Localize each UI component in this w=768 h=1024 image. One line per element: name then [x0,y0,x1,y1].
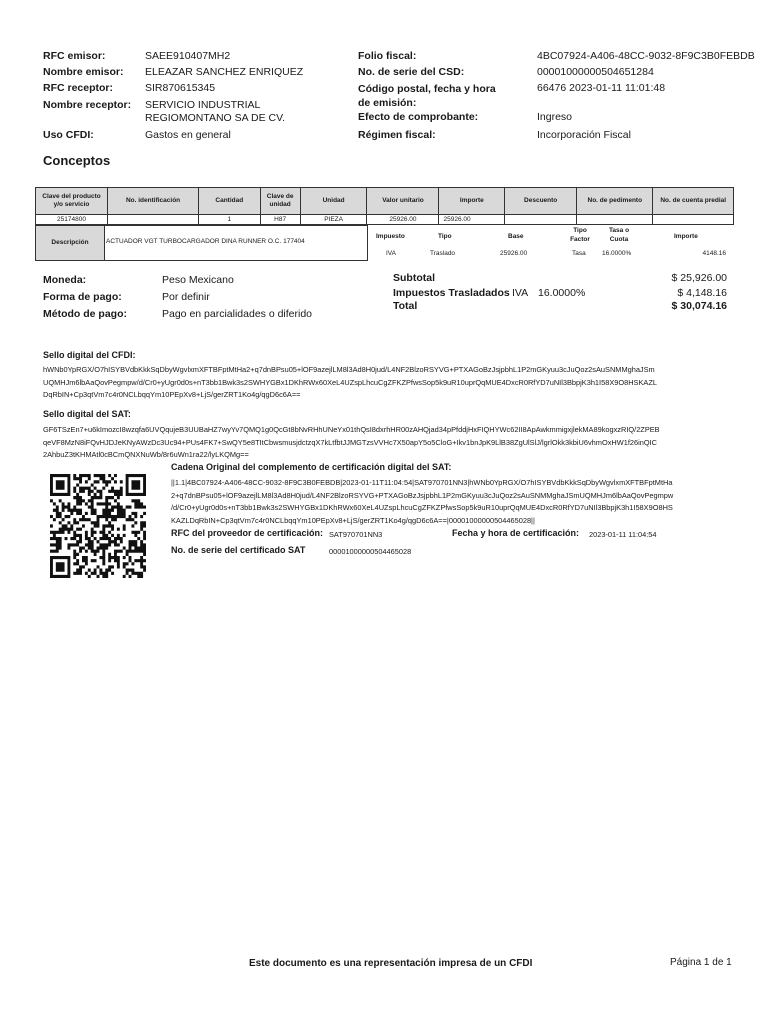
col-no-pedimento: No. de pedimento [577,188,653,215]
uso-cfdi-label: Uso CFDI: [43,129,94,141]
serie-csd-label: No. de serie del CSD: [358,66,465,78]
rfc-receptor-value: SIR870615345 [145,82,216,94]
cell-cantidad: 1 [199,215,260,225]
conceptos-table [35,187,734,225]
tasa-cuota-header: Tasa o Cuota [608,227,630,243]
folio-fiscal-label: Folio fiscal: [358,50,417,62]
total-value: $ 30,074.16 [671,300,727,312]
tasa-cuota-value: 16.0000% [602,250,632,257]
codigo-postal-label: Código postal, fecha y hora de emisión: [358,83,496,109]
cadena-line: 2+q7dnBPsu05+lOF9azejlLM8l3Ad8H0jud/L4NF2BlzoRSYVG+PTXAGoBzJsjpbhL1P2mGKyuu3cJuQoz2sAuSNMMghaJSmUQMHJm6lbAaQovPegmpw [171,490,674,500]
metodo-pago-value: Pago en parcialidades o diferido [162,308,313,320]
impuesto-header: Impuesto [376,233,405,240]
subtotal-label: Subtotal [393,272,435,284]
sello-sat-line: qeVF8MzN8iFQvHJDJeKNyAWzDc3Uc94+PUs4FK7+SwQY5e8TItCbwsmusjdctzqX7kLtfbtJJMGTzsVVHc7X50apY5o5CloG+Ikv1bnJpK9LlB38ZgUlSlJ/lgrlOkk3kbiU6vhmOxHW1f26inQIC [43,437,657,447]
rfc-emisor-label: RFC emisor: [43,50,106,62]
conceptos-header-row [36,188,734,215]
moneda-value: Peso Mexicano [162,274,234,286]
cell-valor-unitario: 25926.00 [367,215,439,225]
descripcion-label: Descripción [36,226,105,260]
cell-descuento [505,215,577,225]
serie-certificado-label: No. de serie del certificado SAT [171,545,306,555]
rfc-receptor-label: RFC receptor: [43,82,114,94]
descripcion-value: ACTUADOR VGT TURBOCARGADOR DINA RUNNER O.C. 177404 [106,238,305,245]
efecto-comprobante-value: Ingreso [537,111,573,123]
nombre-emisor-value: ELEAZAR SANCHEZ ENRIQUEZ [145,66,304,78]
cell-cuenta-predial [653,215,734,225]
uso-cfdi-value: Gastos en general [145,129,231,141]
col-clave-producto: Clave del producto y/o servicio [36,188,108,215]
col-cantidad: Cantidad [199,188,260,215]
total-label: Total [393,300,418,312]
sello-sat-value [43,424,743,462]
footer-note: Este documento es una representación impresa de un CFDI [249,958,533,969]
rfc-proveedor-value: SAT970701NN3 [329,530,383,539]
rfc-emisor-value: SAEE910407MH2 [145,50,231,62]
moneda-label: Moneda: [43,274,87,286]
sello-cfdi-line: hWNb0YpRGX/O7hISYBVdbKkkSqDbyWgvlxmXFTBFptMtHa2+q7dnBPsu05+lOF9azejlLM8l3Ad8H0jud/L4NF2BlzoRSYVG+PTXAGoBzJsjpbhL1P2mGKyuu3cJuQoz2sAuSNMMghaJSm [43,365,655,374]
tipo-factor-value: Tasa [572,250,586,257]
subtotal-value: $ 25,926.00 [671,272,727,284]
page-number: Página 1 de 1 [670,957,732,968]
nombre-emisor-label: Nombre emisor: [43,66,124,78]
fecha-certificacion-value: 2023-01-11 11:04:54 [589,530,657,539]
table-row [36,215,734,225]
impuestos-value: $ 4,148.16 [677,287,727,299]
codigo-postal-value: 66476 2023-01-11 11:01:48 [537,82,666,94]
sello-sat-line: GF6TSzEn7+u6kImozcI8wzqfa6UVQqujeB3UUBaHZ7wyYv7QMQ1g0QcGt8bNvRHhUNeYx01thQsI8dxrhHR00zAHQjad34pPfddjHxFIQHYWc62II8ApAwkmmigxjlekMA89kogxzRIQ/2ZPEB [43,425,660,434]
impuestos-tasa: 16.0000% [538,287,586,299]
cadena-line: KAZLDqRbIN+Cp3qtVm7c4r0NCLbqqYm10PEpXv8+LjS/gerZRT1Ko4g/qgD6c6A==|00001000000504465028|| [171,515,535,525]
regimen-fiscal-value: Incorporación Fiscal [537,129,631,141]
cadena-original-label: Cadena Original del complemento de certificación digital del SAT: [171,462,452,472]
col-no-identificacion: No. identificación [108,188,199,215]
sello-cfdi-label: Sello digital del CFDI: [43,350,136,360]
descripcion-box [35,225,368,261]
impuesto-value: IVA [386,250,396,257]
cell-no-pedimento [577,215,653,225]
sello-sat-line: 2AhbuZ3tKHMAtl0cBCmQNXNuWb/8r6uWn1ra22/lyLKQMg== [43,450,249,459]
cell-importe: 25926.00 [439,215,505,225]
serie-certificado-value: 00001000000504465028 [329,547,412,556]
cell-unidad: PIEZA [300,215,367,225]
impuestos-tipo: IVA [512,287,529,299]
conceptos-title: Conceptos [43,153,111,168]
nombre-receptor-label: Nombre receptor: [43,99,132,111]
impuestos-trasladados-label: Impuestos Trasladados [393,287,510,299]
tipo-header: Tipo [438,233,452,240]
tipo-factor-header: Tipo Factor [570,227,590,243]
cadena-line: ||1.1|4BC07924-A406-48CC-9032-8F9C3B0FEBDB|2023-01-11T11:04:54|SAT970701NN3|hWNb0YpRGX/O7hISYBVdbKkkSqDbyWgvlxmXFTBFptMtHa [171,478,673,487]
qr-code-image [50,474,146,578]
cell-clave-producto: 25174800 [36,215,108,225]
importe-value: 4148.16 [702,250,726,257]
cadena-line: /d/Cr0+yUgr0d0s+nT3bb1Bwk3s2SWHYGBx1DKhRWx60XeL4UZspLhcuCgZFKZPfwsSop5k9uR10uprQqMUE4DxcR0RfYD7uNIl3BbpjK3h1I58X9O8HS [171,503,673,512]
folio-fiscal-value: 4BC07924-A406-48CC-9032-8F9C3B0FEBDB [537,50,755,62]
sello-cfdi-value [43,364,743,402]
col-valor-unitario: Valor unitario [367,188,439,215]
forma-pago-label: Forma de pago: [43,291,122,303]
base-header: Base [508,233,524,240]
col-importe: Importe [439,188,505,215]
serie-csd-value: 00001000000504651284 [537,66,654,78]
sello-sat-label: Sello digital del SAT: [43,409,131,419]
regimen-fiscal-label: Régimen fiscal: [358,129,436,141]
sello-cfdi-line: UQMHJm6lbAaQovPegmpw/d/Cr0+yUgr0d0s+nT3bb1Bwk3s2SWHYGBx1DKhRWx60XeL4UZspLhcuCgZFKZPfwsSop5k9uR10uprQqMUE4DxcR0RfYD7uNIl3BbpjK3h1I58X9O8HSKAZL [43,377,657,387]
col-descuento: Descuento [505,188,577,215]
importe-header: Importe [674,233,698,240]
cadena-original-value [171,477,737,527]
base-value: 25926.00 [500,250,528,257]
rfc-proveedor-label: RFC del proveedor de certificación: [171,528,324,538]
efecto-comprobante-label: Efecto de comprobante: [358,111,479,123]
cell-clave-unidad: H87 [260,215,300,225]
forma-pago-value: Por definir [162,291,210,303]
col-clave-unidad: Clave de unidad [260,188,300,215]
col-cuenta-predial: No. de cuenta predial [653,188,734,215]
sello-cfdi-line: DqRbIN+Cp3qtVm7c4r0NCLbqqYm10PEpXv8+LjS/gerZRT1Ko4g/qgD6c6A== [43,390,301,399]
fecha-certificacion-label: Fecha y hora de certificación: [452,528,580,538]
tipo-value: Traslado [430,250,456,257]
nombre-receptor-value: SERVICIO INDUSTRIAL REGIOMONTANO SA DE CV. [145,99,286,124]
col-unidad: Unidad [300,188,367,215]
cell-no-identificacion [108,215,199,225]
metodo-pago-label: Método de pago: [43,308,127,320]
